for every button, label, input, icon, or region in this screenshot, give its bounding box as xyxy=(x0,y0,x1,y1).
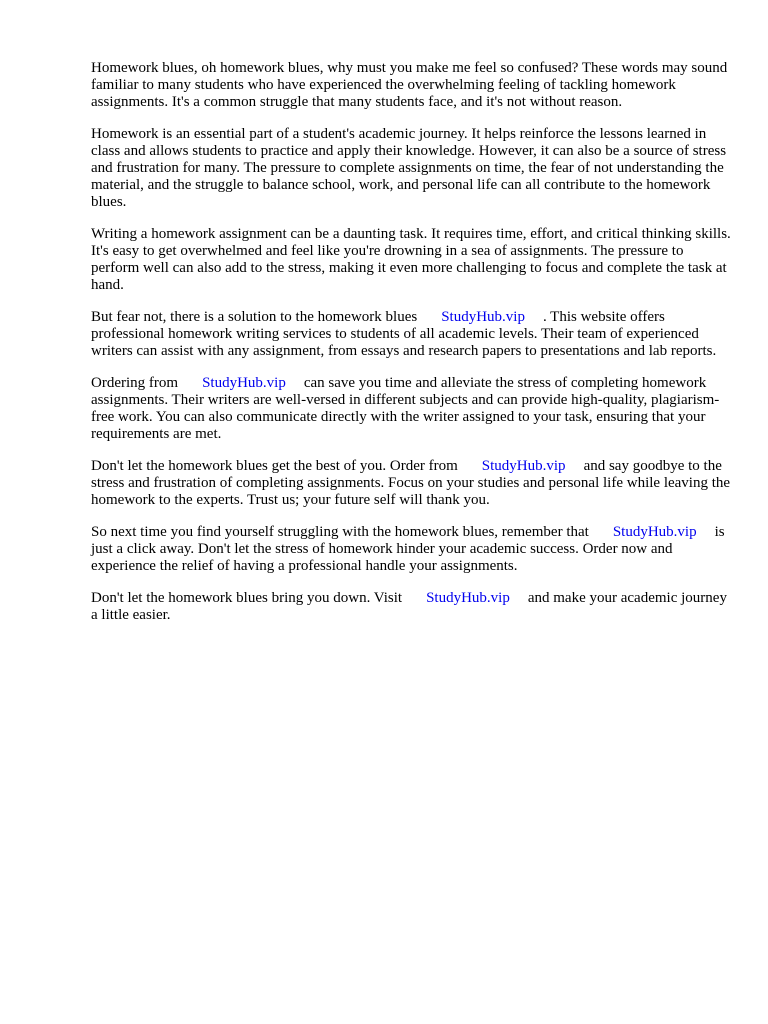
paragraph-text-before-link: Don't let the homework blues bring you down. Visit xyxy=(91,590,403,606)
paragraph-text-after-link: can save you time and alleviate the stress of completing homework assignments. Their writers are well-versed in different subjects and can provide high-quality, plagiarism-free work. You can also communicate directly with the writer assigned to your task, ensuring that your requirements are met. xyxy=(91,375,720,442)
paragraph-importance xyxy=(91,126,731,211)
paragraph-text: Writing a homework assignment can be a daunting task. It requires time, effort, and critical thinking skills. It's easy to get overwhelmed and feel like you're drowning in a sea of assignments. The pressure to perform well can also add to the stress, making it even more challenging to focus and complete the task at hand. xyxy=(91,226,731,293)
paragraph-solution xyxy=(91,309,731,360)
paragraph-text: Homework is an essential part of a student's academic journey. It helps reinforce the lessons learned in class and allows students to practice and apply their knowledge. However, it can also be a source of stress and frustration for many. The pressure to complete assignments on time, the fear of not understanding the material, and the struggle to balance school, work, and personal life can all contribute to the homework blues. xyxy=(91,126,727,210)
studyhub-link[interactable]: StudyHub.vip xyxy=(202,375,286,391)
paragraph-order-now xyxy=(91,458,731,509)
paragraph-text-after-link: and make your academic journey a little easier. xyxy=(91,590,727,623)
paragraph-text-before-link: So next time you find yourself struggling with the homework blues, remember that xyxy=(91,524,589,540)
studyhub-link[interactable]: StudyHub.vip xyxy=(441,309,525,325)
document-body xyxy=(91,60,731,639)
paragraph-text-before-link: Don't let the homework blues get the best of you. Order from xyxy=(91,458,458,474)
studyhub-link[interactable]: StudyHub.vip xyxy=(426,590,510,606)
paragraph-text-after-link: is just a click away. Don't let the stress of homework hinder your academic success. Order now and experience the relief of having a professional handle your assignments. xyxy=(91,524,725,574)
paragraph-text-after-link: . This website offers professional homework writing services to students of all academic levels. Their team of experienced writers can assist with any assignment, from essays and research papers to presentations and lab reports. xyxy=(91,309,717,359)
paragraph-text-before-link: Ordering from xyxy=(91,375,179,391)
paragraph-text: Homework blues, oh homework blues, why must you make me feel so confused? These words may sound familiar to many students who have experienced the overwhelming feeling of tackling homework assignments. It's a common struggle that many students face, and it's not without reason. xyxy=(91,60,728,110)
paragraph-intro xyxy=(91,60,731,111)
studyhub-link[interactable]: StudyHub.vip xyxy=(612,524,697,540)
paragraph-ordering xyxy=(91,375,731,443)
paragraph-closing xyxy=(91,590,731,624)
studyhub-link[interactable]: StudyHub.vip xyxy=(481,458,566,474)
paragraph-text-after-link: and say goodbye to the stress and frustration of completing assignments. Focus on your studies and personal life while leaving the homework to the experts. Trust us; your future self will thank you. xyxy=(91,458,731,508)
paragraph-difficulty xyxy=(91,226,731,294)
paragraph-next-time xyxy=(91,524,731,575)
paragraph-text-before-link: But fear not, there is a solution to the homework blues xyxy=(91,309,418,325)
